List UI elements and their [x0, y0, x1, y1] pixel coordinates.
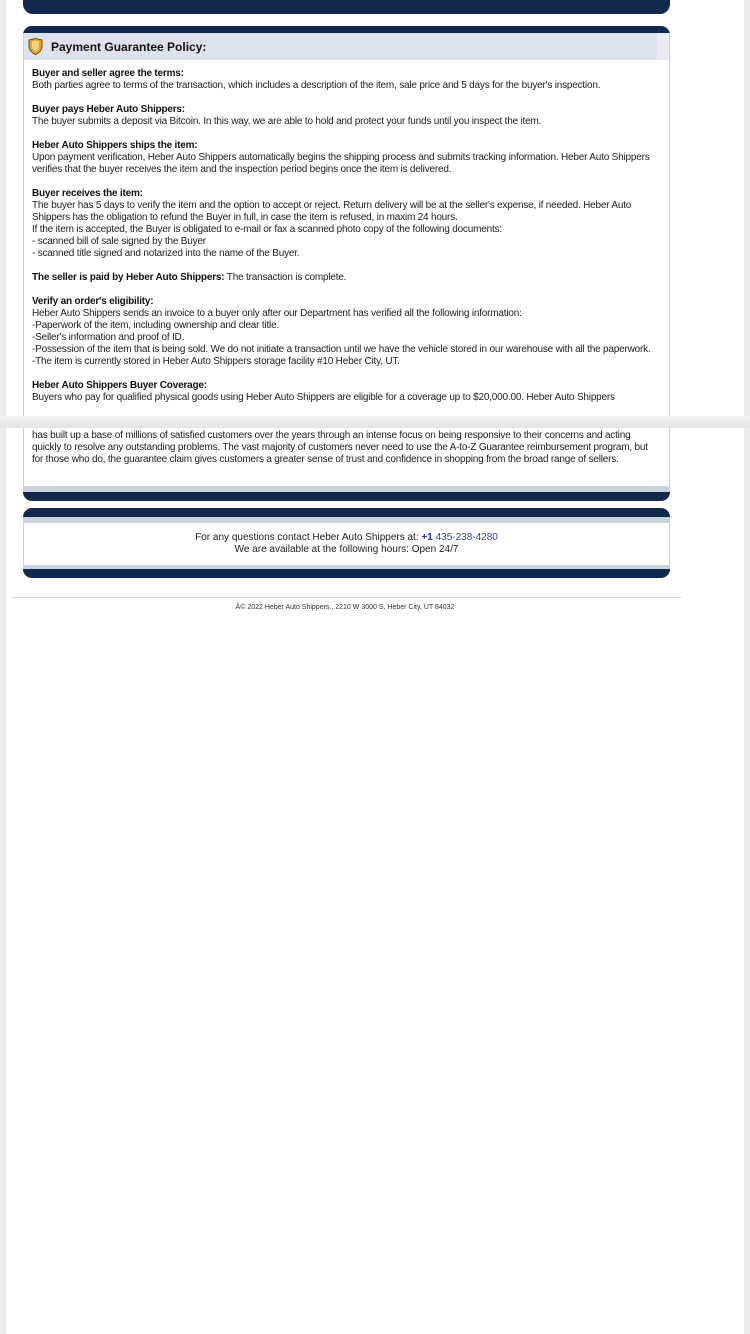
section-text: The buyer submits a deposit via Bitcoin. In this way, we are able to hold and protect your funds until you inspect the item. [32, 116, 542, 127]
section-title: The seller is paid by Heber Auto Shippers: [32, 272, 225, 283]
policy-section-coverage [32, 380, 661, 404]
contact-info [24, 523, 669, 556]
section-title: Buyer pays Heber Auto Shippers: [32, 104, 185, 115]
section-title: Buyer and seller agree the terms: [32, 68, 184, 79]
footer-copyright: Â© 2022 Heber Auto Shippers., 2210 W 3000 S, Heber City, UT 84032 [235, 604, 455, 611]
coverage-text-continued: has built up a base of millions of satisfied customers over the years through an intense focus on being responsive to their concerns and acting quickly to resolve any outstanding problems. The vast majority of customers never need to use the A-to-Z Guarantee reimbursement program, but for those who do, the guarantee claim gives customers a greater sense of trust and confidence in shopping from the broad range of sellers. [32, 430, 648, 465]
shield-icon [28, 38, 43, 55]
policy-section [32, 140, 661, 176]
policy-section [32, 188, 661, 260]
section-text: The transaction is complete. [226, 272, 347, 283]
policy-box [23, 33, 670, 416]
policy-title: Payment Guarantee Policy: [51, 39, 207, 54]
policy-box-bottom-bar [23, 492, 670, 501]
section-title: Buyer receives the item: [32, 188, 143, 199]
section-line: -The item is currently stored in Heber Auto Shippers storage facility #10 Heber City, UT. [32, 356, 400, 367]
section-text: Buyers who pay for qualified physical goods using Heber Auto Shippers are eligible for a coverage up to $20,000.00. Heber Auto Shippers [32, 392, 615, 403]
contact-box-bottom-bar [23, 569, 670, 578]
phone-link[interactable]: 435-238-4280 [435, 532, 498, 543]
contact-box-top-bar [23, 508, 670, 517]
section-line: - scanned title signed and notarized into the name of the Buyer. [32, 248, 300, 259]
section-line: Heber Auto Shippers sends an invoice to a buyer only after our Department has verified all the following information: [32, 308, 522, 319]
policy-body [24, 60, 669, 404]
section-title: Heber Auto Shippers Buyer Coverage: [32, 380, 207, 391]
page-edge-left [0, 0, 6, 1334]
section-title: Verify an order's eligibility: [32, 296, 154, 307]
section-title: Heber Auto Shippers ships the item: [32, 140, 198, 151]
section-text: The buyer has 5 days to verify the item and the option to accept or reject. Return delivery will be at the seller's expense, if needed. Heber Auto Shippers has the obligation to refund the Buyer in full, in case the item is refused, in maxim 24 hours. [32, 200, 632, 223]
contact-box [23, 523, 670, 565]
footer-divider [12, 597, 682, 598]
section-text: Upon payment verification, Heber Auto Shippers automatically begins the shipping process and submits tracking information. Heber Auto Shippers verifies that the buyer receives the item and the inspection period begins once the item is delivered. [32, 152, 650, 175]
previous-box-bottom-bar [23, 0, 670, 14]
policy-section-paid [32, 272, 661, 284]
policy-header [24, 33, 669, 60]
policy-section [32, 68, 661, 92]
screenshot-seam [0, 416, 750, 428]
policy-box-continued [23, 428, 670, 486]
section-text: Both parties agree to terms of the transaction, which includes a description of the item, sale price and 5 days for the buyer's inspection. [32, 80, 601, 91]
contact-text: For any questions contact Heber Auto Shippers at: [195, 532, 419, 543]
contact-line [24, 532, 669, 544]
hours-line: We are available at the following hours: Open 24/7 [234, 544, 459, 555]
section-line: -Possession of the item that is being sold. We do not initiate a transaction until we have the vehicle stored in our warehouse with all the paperwork. [32, 344, 651, 355]
section-line: -Paperwork of the item, including ownership and clear title. [32, 320, 280, 331]
policy-section-eligibility [32, 296, 661, 368]
section-line: If the item is accepted, the Buyer is obligated to e-mail or fax a scanned photo copy of the following documents: [32, 224, 502, 235]
section-line: - scanned bill of sale signed by the Buyer [32, 236, 206, 247]
phone-prefix: +1 [421, 532, 433, 543]
page-edge-right [744, 0, 750, 1334]
policy-section [32, 104, 661, 128]
section-line: -Seller's information and proof of ID. [32, 332, 185, 343]
